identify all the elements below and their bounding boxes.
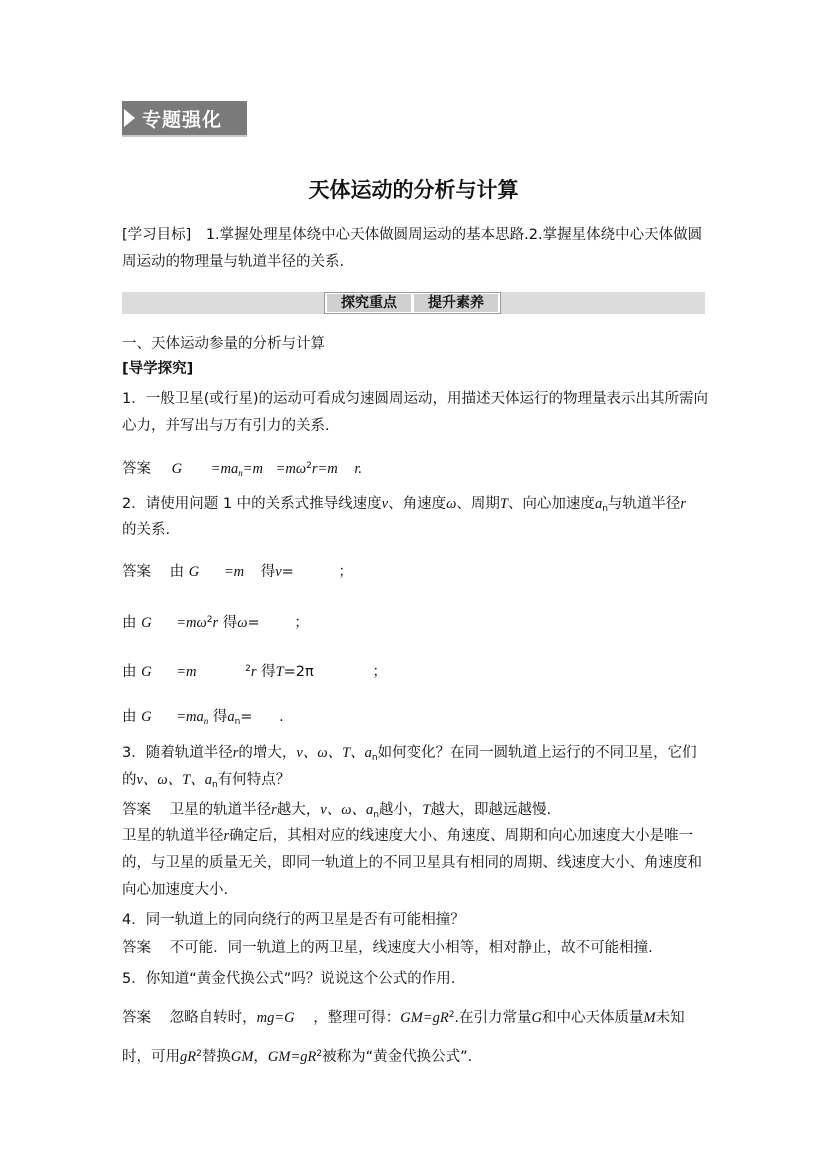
a2-text: ； bbox=[294, 615, 309, 631]
q2-text: 、角速度 bbox=[388, 496, 447, 512]
a3-text: 卫星的轨道半径 bbox=[122, 828, 224, 844]
answer-2-line-1 bbox=[122, 560, 353, 584]
formula-eq: =m bbox=[223, 564, 245, 580]
objectives-line-1: [学习目标] 1.掌握处理星体绕中心天体做圆周运动的基本思路.2.掌握星体绕中心天体做圆 bbox=[122, 227, 703, 243]
var-list: v、ω、T、a bbox=[296, 745, 372, 761]
a3-text: 卫星的轨道半径 bbox=[169, 802, 272, 818]
question-3-line-1 bbox=[122, 741, 697, 770]
var-r: r bbox=[223, 828, 230, 844]
q2-text: 2．请使用问题 1 中的关系式推导线速度 bbox=[122, 496, 382, 512]
section-bar-label-1: 探究重点 bbox=[327, 294, 411, 312]
var-T: T bbox=[422, 802, 431, 818]
q3-text: 如何变化？在同一圆轨道上运行的不同卫星，它们 bbox=[377, 745, 697, 761]
var-omega: ω bbox=[237, 615, 248, 631]
var-list: v、ω、a bbox=[320, 802, 374, 818]
formula-r: r bbox=[212, 615, 219, 631]
a4-text: 不可能．同一轨道上的两卫星，线速度大小相等，相对静止，故不可能相撞. bbox=[169, 940, 653, 956]
q2-text: 、向心加速度 bbox=[507, 496, 595, 512]
section-subheading: [导学探究] bbox=[122, 361, 194, 377]
q2-text: 、周期 bbox=[456, 496, 500, 512]
formula-G: G bbox=[141, 709, 152, 725]
answer-3-line-1 bbox=[122, 798, 551, 827]
formula-eq: =m bbox=[176, 664, 197, 680]
answer-4 bbox=[122, 936, 653, 960]
answer-label: 答案 bbox=[122, 940, 151, 956]
a2-text: ； bbox=[372, 664, 387, 680]
formula-eq1: =ma bbox=[210, 461, 239, 477]
answer-5-line-1 bbox=[122, 1003, 685, 1030]
a5-text: .在引力常量 bbox=[454, 1010, 532, 1026]
a5-text: 和中心天体质量 bbox=[542, 1010, 644, 1026]
var-v: v bbox=[381, 496, 389, 512]
a3-text: 越大，即越远越慢. bbox=[430, 802, 552, 818]
var-r: r bbox=[680, 496, 687, 512]
formula-eq: = bbox=[247, 615, 260, 631]
banner-underline bbox=[122, 135, 247, 137]
formula-eq: = bbox=[281, 564, 294, 580]
answer-2-line-4 bbox=[122, 705, 284, 734]
var-v: v bbox=[275, 564, 282, 580]
formula-GM: GM bbox=[267, 1049, 291, 1065]
q2-text: 与轨道半径 bbox=[607, 496, 681, 512]
formula-GM: GM bbox=[400, 1010, 423, 1026]
a2-text: 得 bbox=[212, 709, 228, 725]
a3-text: 越小， bbox=[378, 802, 423, 818]
var-list: v、ω、T、a bbox=[136, 772, 212, 788]
a2-text: 得 bbox=[222, 615, 238, 631]
var-M: M bbox=[643, 1010, 656, 1026]
var-T: T bbox=[275, 664, 284, 680]
formula-eq: =gR bbox=[290, 1049, 317, 1065]
formula-sup-2: 2 bbox=[316, 1049, 323, 1059]
a2-text: 得 bbox=[261, 664, 276, 680]
formula-eq4: =m bbox=[317, 461, 338, 477]
page-title: 天体运动的分析与计算 bbox=[308, 178, 519, 202]
section-heading: 一、天体运动参量的分析与计算 bbox=[122, 336, 325, 352]
formula-eq2: =m bbox=[242, 461, 263, 477]
formula-eq: = bbox=[240, 709, 253, 725]
answer-label: 答案 bbox=[122, 564, 151, 580]
a5-text: 被称为“黄金代换公式”. bbox=[322, 1049, 473, 1065]
question-5: 5．你知道“黄金代换公式”吗？说说这个公式的作用. bbox=[122, 971, 456, 987]
q3-text: 有何特点？ bbox=[217, 772, 291, 788]
formula-eq3: =mω bbox=[275, 461, 307, 477]
formula-eq: =G bbox=[274, 1010, 295, 1026]
a2-text: . bbox=[279, 709, 284, 725]
formula-sup-2: 2 bbox=[245, 664, 251, 674]
var-T: T bbox=[499, 496, 508, 512]
formula-G: G bbox=[188, 564, 200, 580]
q3-text: 的 bbox=[122, 772, 137, 788]
answer-1 bbox=[122, 454, 362, 485]
formula-eq: =gR bbox=[422, 1010, 449, 1026]
q3-text: 3．随着轨道半径 bbox=[122, 745, 233, 761]
a2-text: 由 bbox=[122, 615, 137, 631]
a5-text: 忽略自转时， bbox=[169, 1010, 257, 1026]
question-2-line-2: 的关系. bbox=[122, 522, 171, 538]
a5-text: 替换 bbox=[201, 1049, 231, 1065]
formula-sup-2: 2 bbox=[206, 615, 213, 625]
formula-sup-2: 2 bbox=[448, 1010, 455, 1020]
answer-label: 答案 bbox=[122, 461, 151, 477]
a2-text: 由 bbox=[169, 564, 185, 580]
question-3-line-2 bbox=[122, 768, 290, 797]
var-omega: ω bbox=[446, 496, 457, 512]
a3-text: 确定后，其相对应的线速度大小、角速度、周期和向心加速度大小是唯一 bbox=[229, 828, 694, 844]
answer-label: 答案 bbox=[122, 1010, 151, 1026]
a5-text: 时，可用 bbox=[122, 1049, 180, 1065]
formula-sup-2: 2 bbox=[306, 461, 312, 471]
var-sub-n: n bbox=[212, 780, 218, 790]
formula-sub-n: n bbox=[203, 716, 209, 726]
q3-text: 的增大， bbox=[238, 745, 297, 761]
a5-text: ，整理可得： bbox=[313, 1010, 401, 1026]
answer-3-line-3: 的，与卫星的质量无关，即同一轨道上的不同卫星具有相同的周期、线速度大小、角速度和 bbox=[122, 855, 702, 871]
a2-text: 得 bbox=[260, 564, 276, 580]
formula-sup-2: 2 bbox=[196, 1049, 202, 1059]
banner-label: 专题强化 bbox=[142, 109, 223, 131]
var-a: a bbox=[227, 709, 235, 725]
formula-r: r bbox=[250, 664, 257, 680]
answer-5-line-2 bbox=[122, 1042, 472, 1069]
formula-r: r bbox=[311, 461, 318, 477]
formula-G: G bbox=[141, 664, 152, 680]
section-bar-label-2: 提升素养 bbox=[414, 294, 498, 312]
a5-text: ， bbox=[253, 1049, 268, 1065]
formula-sub-n: n bbox=[238, 468, 243, 478]
var-a: a bbox=[594, 496, 603, 512]
formula-eq: =mω bbox=[176, 615, 207, 631]
var-r: r bbox=[271, 802, 277, 818]
formula-mg: mg bbox=[256, 1010, 275, 1026]
var-sub-n: n bbox=[602, 504, 608, 514]
formula-eq: =ma bbox=[176, 709, 204, 725]
formula-GM: GM bbox=[230, 1049, 254, 1065]
answer-2-line-3 bbox=[122, 657, 387, 684]
answer-3-line-4: 向心加速度大小. bbox=[122, 882, 229, 898]
formula-G: G bbox=[171, 461, 183, 477]
formula-G: G bbox=[141, 615, 152, 631]
question-2-line-1 bbox=[122, 492, 686, 521]
question-1-line-1: 1．一般卫星(或行星)的运动可看成匀速圆周运动，用描述天体运行的物理量表示出其所需向 bbox=[122, 391, 709, 407]
answer-label: 答案 bbox=[122, 802, 151, 818]
answer-3-line-2 bbox=[122, 824, 693, 848]
a2-text: 由 bbox=[122, 664, 137, 680]
a3-text: 越大， bbox=[276, 802, 321, 818]
a2-text: 由 bbox=[122, 709, 137, 725]
var-sub-n: n bbox=[234, 717, 241, 727]
formula-gR: gR bbox=[180, 1049, 197, 1065]
answer-2-line-2 bbox=[122, 608, 309, 635]
a5-text: 未知 bbox=[655, 1010, 685, 1026]
question-4: 4．同一轨道上的同向绕行的两卫星是否有可能相撞？ bbox=[122, 912, 465, 928]
var-G: G bbox=[531, 1010, 543, 1026]
objectives-line-2: 周运动的物理量与轨道半径的关系. bbox=[122, 254, 345, 270]
play-arrow-icon bbox=[124, 109, 135, 127]
var-r: r bbox=[232, 745, 239, 761]
var-sub-n: n bbox=[373, 810, 379, 820]
var-sub-n: n bbox=[371, 753, 378, 763]
a2-text: ； bbox=[338, 564, 353, 580]
formula-end: r. bbox=[354, 461, 363, 477]
question-1-line-2: 心力，并写出与万有引力的关系. bbox=[122, 418, 330, 434]
formula-eq: =2π bbox=[283, 664, 314, 680]
